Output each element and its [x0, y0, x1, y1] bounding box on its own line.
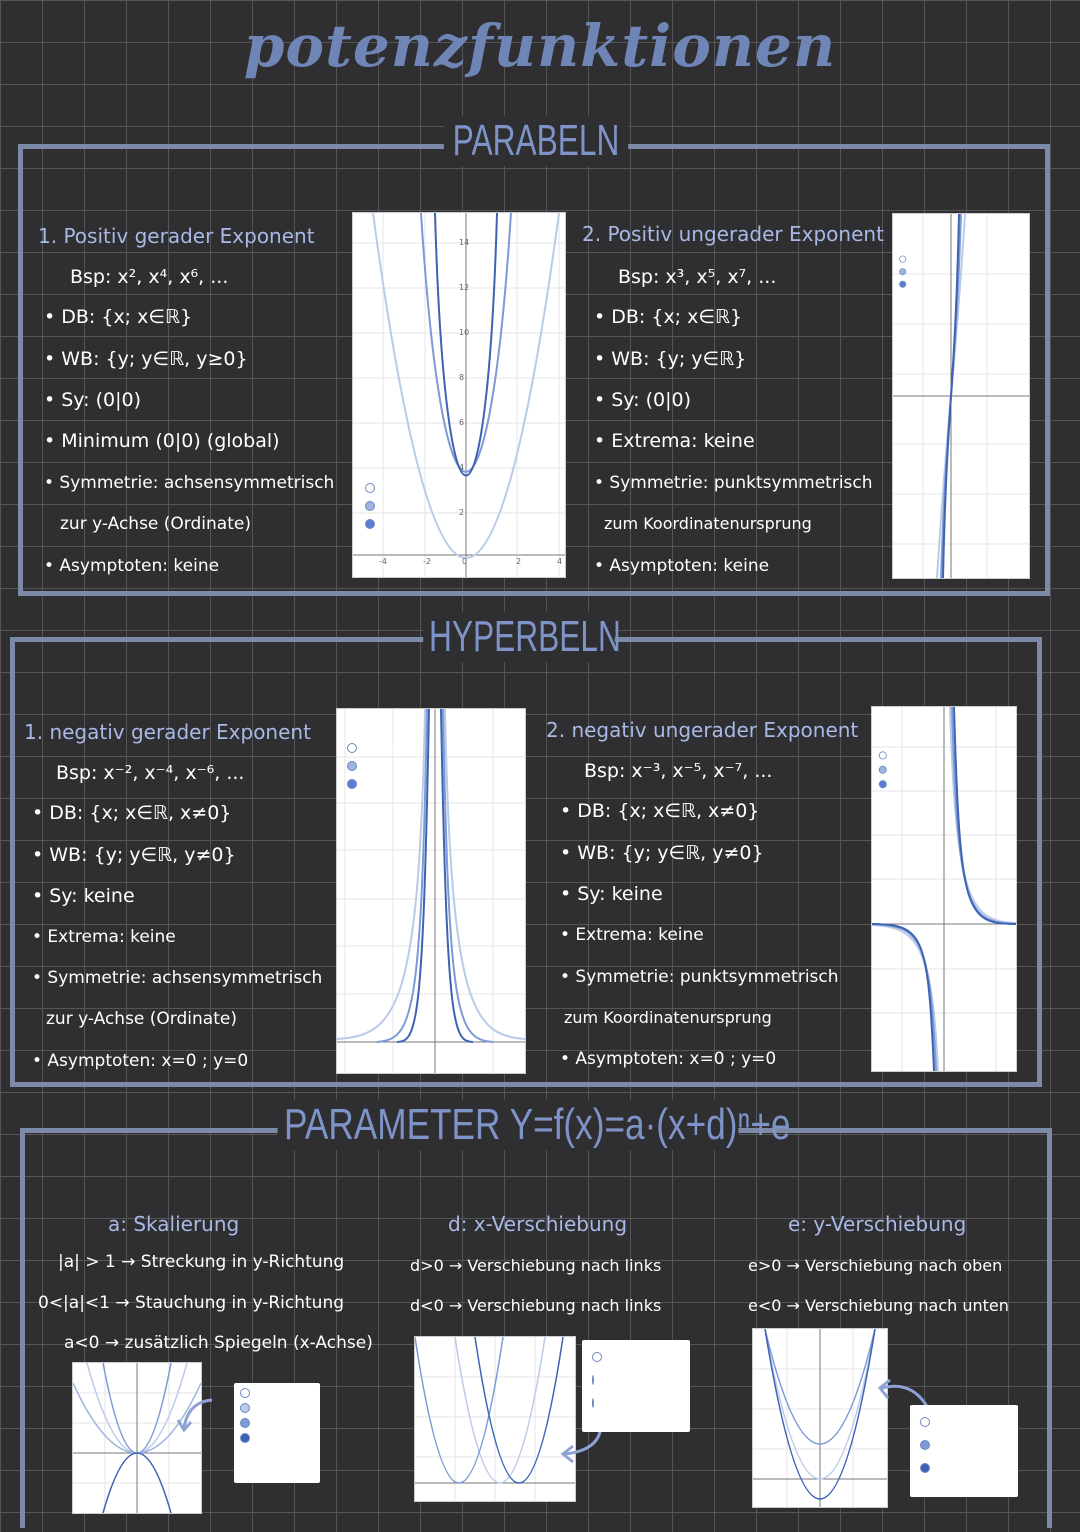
legend-label: g(x) = 2x²: [256, 1403, 302, 1413]
legend-item: [592, 1396, 680, 1409]
graph-odd-powers: [892, 213, 1030, 579]
legend-label: h(x) = x⁻⁶: [363, 779, 408, 789]
legend-dot-icon: [240, 1418, 250, 1428]
text-line: Bsp: x⁻², x⁻⁴, x⁻⁶, ...: [56, 762, 245, 784]
y-tick: 6: [459, 418, 465, 427]
text-line: zur y-Achse (Ordinate): [60, 514, 251, 534]
legend-label: g(x) = x⁻⁵: [891, 765, 928, 774]
legend-item: [879, 751, 927, 759]
legend-dot-icon: [240, 1433, 250, 1443]
legend-label: f(x) = x²: [608, 1350, 654, 1363]
legend-dot-icon: [592, 1398, 594, 1408]
text-line: a<0 → zusätzlich Spiegeln (x-Achse): [64, 1333, 373, 1353]
text-line: • Extrema: keine: [560, 925, 704, 945]
legend-label: g(x) = x⁻⁴: [363, 761, 408, 771]
legend-item: [920, 1415, 1008, 1428]
legend-label: g(x) = x⁵: [910, 268, 939, 276]
legend-item: [899, 256, 938, 263]
hyperbeln-right-subhead: 2. negativ ungerader Exponent: [546, 718, 859, 742]
text-line: • DB: {x; x∈ℝ}: [594, 306, 743, 328]
legend-dot-icon: [899, 281, 906, 288]
legend-label: h(x) = (x + 3)²: [600, 1373, 681, 1386]
legend-label: f(x) = x²: [381, 483, 419, 493]
text-line: • DB: {x; x∈ℝ, x≠0}: [32, 802, 232, 824]
graph-neg-odd-powers: [871, 706, 1017, 1072]
legend-label: h(x) = x⁻⁷: [891, 780, 928, 789]
y-tick: 12: [459, 283, 470, 292]
legend-dot-icon: [365, 519, 375, 529]
legend-x-shift: [582, 1340, 690, 1432]
text-line: • Symmetrie: punktsymmetrisch: [560, 967, 839, 987]
legend-label: g(x) = x⁴: [381, 501, 421, 511]
legend-dot-icon: [592, 1375, 594, 1385]
y-tick: 4: [459, 463, 465, 472]
legend-dot-icon: [920, 1440, 930, 1450]
legend-item: [365, 501, 421, 511]
text-line: • Asymptoten: keine: [594, 556, 770, 576]
text-line: 0<|a|<1 → Stauchung in y-Richtung: [38, 1293, 345, 1313]
text-line: • Extrema: keine: [32, 927, 176, 947]
legend-label: f(x) = x⁻³: [891, 751, 926, 760]
legend-dot-icon: [879, 766, 887, 774]
text-line: Bsp: x³, x⁵, x⁷, ...: [618, 266, 777, 288]
graph-even-powers: [352, 212, 566, 578]
graph-y-shift: [752, 1328, 888, 1508]
legend-dot-icon: [365, 501, 375, 511]
text-line: • Sy: (0|0): [44, 389, 142, 411]
legend-even-powers: [359, 475, 427, 537]
legend-dot-icon: [899, 256, 906, 263]
text-line: • Symmetrie: achsensymmetrisch: [44, 473, 335, 493]
legend-item: [240, 1388, 314, 1398]
text-line: • WB: {y; y∈ℝ, y≠0}: [560, 842, 764, 864]
legend-label: h(x) = 0.5 x²: [256, 1418, 314, 1428]
text-line: • Asymptoten: keine: [44, 556, 220, 576]
x-tick: -4: [379, 557, 387, 566]
text-line: zum Koordinatenursprung: [564, 1008, 772, 1027]
x-tick: 0: [462, 557, 468, 566]
legend-dot-icon: [240, 1403, 250, 1413]
legend-item: [899, 268, 938, 275]
y-tick: 14: [459, 238, 470, 247]
legend-item: [592, 1373, 680, 1386]
text-line: zur y-Achse (Ordinate): [46, 1009, 237, 1029]
page-title: potenzfunktionen: [243, 12, 837, 80]
graph-x-shift-svg: [415, 1337, 575, 1501]
legend-odd-powers: [895, 250, 942, 293]
param-a-subhead: a: Skalierung: [108, 1212, 240, 1236]
text-line: • DB: {x; x∈ℝ}: [44, 306, 193, 328]
legend-dot-icon: [365, 483, 375, 493]
legend-neg-odd: [874, 745, 932, 795]
hyperbeln-heading: HYPERBELN: [423, 612, 615, 662]
legend-item: [240, 1418, 314, 1428]
legend-item: [920, 1438, 1008, 1451]
x-tick: 2: [516, 557, 522, 566]
text-line: • Extrema: keine: [594, 430, 755, 452]
graph-x-shift: [414, 1336, 576, 1502]
legend-item: [347, 779, 408, 789]
y-tick: 10: [459, 328, 470, 337]
parameter-heading: PARAMETER Y=f(x)=a·(x+d)ⁿ+e: [278, 1100, 739, 1150]
legend-item: [347, 743, 408, 753]
legend-item: [365, 483, 421, 493]
y-tick: 2: [459, 508, 465, 517]
legend-neg-even: [341, 735, 414, 797]
text-line: e<0 → Verschiebung nach unten: [748, 1296, 1009, 1315]
legend-dot-icon: [347, 743, 357, 753]
text-line: • Asymptoten: x=0 ; y=0: [560, 1049, 777, 1069]
legend-item: [240, 1433, 314, 1443]
text-line: • WB: {y; y∈ℝ}: [594, 348, 747, 370]
legend-dot-icon: [879, 751, 887, 759]
curved-arrow-icon: [176, 1396, 216, 1436]
legend-item: [592, 1350, 680, 1363]
legend-item: [899, 281, 938, 288]
text-line: • Symmetrie: punktsymmetrisch: [594, 473, 873, 493]
text-line: • WB: {y; y∈ℝ, y≠0}: [32, 844, 236, 866]
graph-y-shift-svg: [753, 1329, 887, 1507]
text-line: • Sy: (0|0): [594, 389, 692, 411]
x-tick: -2: [423, 557, 431, 566]
legend-label: f(x) = x⁻²: [363, 743, 406, 753]
legend-item: [879, 766, 927, 774]
legend-scaling: [234, 1383, 320, 1483]
param-e-subhead: e: y-Verschiebung: [788, 1212, 967, 1236]
graph-neg-even-powers: [336, 708, 526, 1074]
parabeln-left-subhead: 1. Positiv gerader Exponent: [38, 224, 315, 248]
legend-item: [347, 761, 408, 771]
legend-label: h(x) = x⁶: [381, 519, 421, 529]
text-line: • Asymptoten: x=0 ; y=0: [32, 1051, 249, 1071]
legend-item: [920, 1461, 1008, 1474]
text-line: |a| > 1 → Streckung in y-Richtung: [58, 1252, 345, 1272]
text-line: Bsp: x⁻³, x⁻⁵, x⁻⁷, ...: [584, 760, 773, 782]
text-line: • WB: {y; y∈ℝ, y≥0}: [44, 348, 248, 370]
legend-item: [365, 519, 421, 529]
hyperbeln-left-subhead: 1. negativ gerader Exponent: [24, 720, 311, 744]
legend-dot-icon: [347, 779, 357, 789]
text-line: • Minimum (0|0) (global): [44, 430, 280, 452]
legend-label: f(x) = x²: [256, 1388, 294, 1398]
legend-dot-icon: [920, 1417, 930, 1427]
legend-label: f(x) = x³: [910, 255, 937, 263]
legend-label: p(x) = x² − 1: [936, 1461, 1008, 1474]
x-tick: 4: [557, 557, 563, 566]
legend-dot-icon: [920, 1463, 930, 1473]
text-line: • Symmetrie: achsensymmetrisch: [32, 968, 323, 988]
text-line: • Sy: keine: [32, 885, 135, 907]
legend-dot-icon: [899, 268, 906, 275]
text-line: d>0 → Verschiebung nach links: [410, 1256, 662, 1275]
legend-dot-icon: [347, 761, 357, 771]
legend-label: h(x) = x² + 2: [936, 1438, 1008, 1451]
legend-label: p(x) = −x²: [256, 1433, 304, 1443]
legend-item: [240, 1403, 314, 1413]
text-line: • DB: {x; x∈ℝ, x≠0}: [560, 800, 760, 822]
legend-label: p(x) = (x − 1)²: [600, 1396, 681, 1409]
parabeln-right-subhead: 2. Positiv ungerader Exponent: [582, 222, 884, 246]
graph-scaling-svg: [73, 1363, 201, 1513]
legend-label: f(x) = x²: [936, 1415, 982, 1428]
text-line: d<0 → Verschiebung nach links: [410, 1296, 662, 1315]
text-line: zum Koordinatenursprung: [604, 514, 812, 533]
legend-dot-icon: [592, 1352, 602, 1362]
legend-y-shift: [910, 1405, 1018, 1497]
text-line: • Sy: keine: [560, 883, 663, 905]
text-line: Bsp: x², x⁴, x⁶, ...: [70, 266, 229, 288]
legend-label: h(x) = x⁷: [910, 280, 939, 288]
text-line: e>0 → Verschiebung nach oben: [748, 1256, 1003, 1275]
y-tick: 8: [459, 373, 465, 382]
param-d-subhead: d: x-Verschiebung: [448, 1212, 628, 1236]
legend-dot-icon: [879, 780, 887, 788]
legend-dot-icon: [240, 1388, 250, 1398]
legend-item: [879, 780, 927, 788]
parabeln-heading: PARABELN: [444, 116, 628, 166]
graph-scaling: [72, 1362, 202, 1514]
